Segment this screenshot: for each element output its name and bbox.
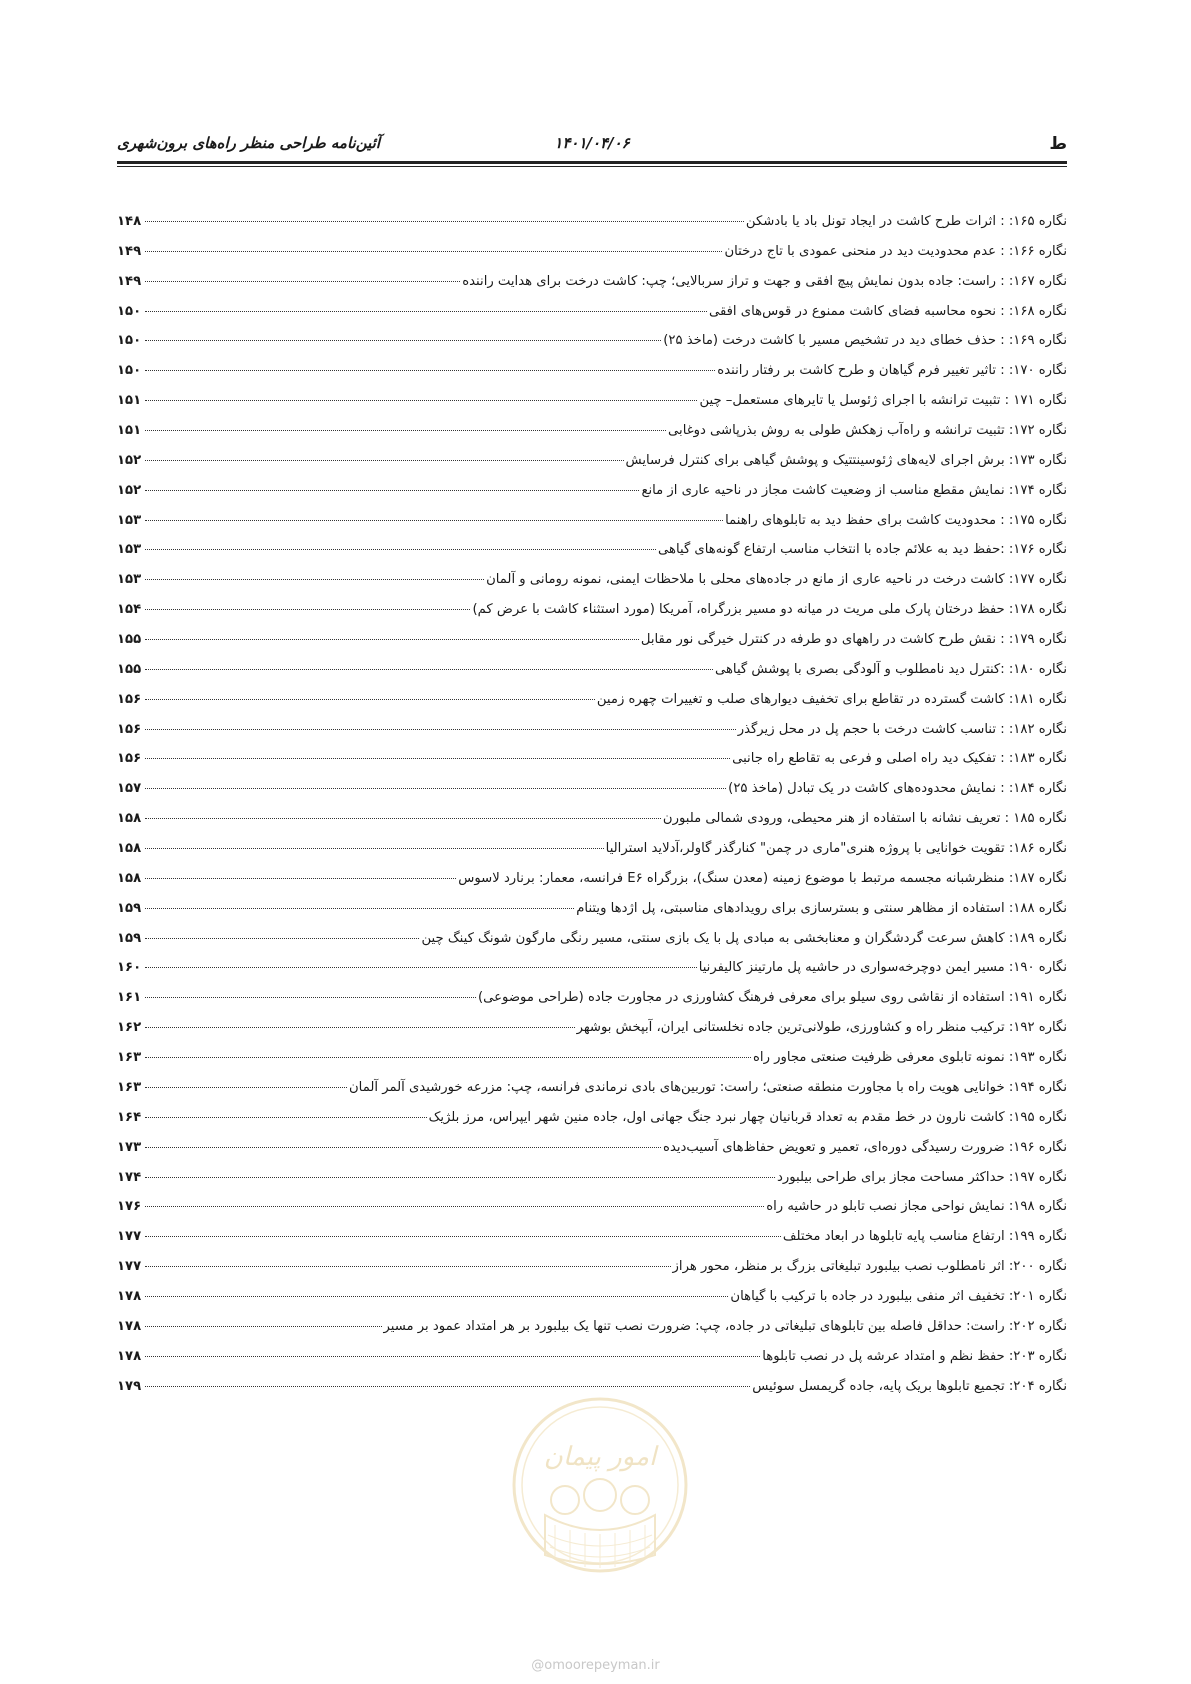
header-rule-thin [117,166,1067,167]
toc-entry-title: نگاره ۱۷۵: : محدودیت کاشت برای حفظ دید به تابلوهای راهنما [725,512,1067,528]
toc-entry-title: نگاره ۱۹۰: مسیر ایمن دوچرخه‌سواری در حاشیه پل مارتینز کالیفرنیا [698,960,1067,976]
dot-leader [145,699,595,700]
toc-entry [117,662,1067,692]
toc-page-number: ۱۵۶ [117,751,142,767]
toc-entry-title: نگاره ۱۸۲: : تناسب کاشت درخت با حجم پل در محل زیرگذر [737,721,1067,737]
toc-page-number: ۱۶۳ [117,1079,142,1095]
toc-entry [117,244,1067,274]
toc-page-number: ۱۷۸ [117,1288,142,1304]
toc-page-number: ۱۷۷ [117,1259,142,1275]
book-title: آئین‌نامه طراحی منظر راه‌های برون‌شهری [117,134,380,152]
toc-page-number: ۱۶۴ [117,1109,142,1125]
dot-leader [145,430,666,431]
toc-entry [117,931,1067,961]
dot-leader [145,1206,764,1207]
dot-leader [145,1296,728,1297]
toc-entry-title: نگاره ۱۷۳: برش اجرای لایه‌های ژئوسینتتیک و پوشش گیاهی برای کنترل فرسایش [625,452,1067,468]
toc-page-number: ۱۵۶ [117,721,142,737]
toc-entry-title: نگاره ۲۰۱: تخفیف اثر منفی بیلبورد در جاده با ترکیب با گیاهان [730,1288,1067,1304]
toc-entry [117,274,1067,304]
toc-page-number: ۱۵۱ [117,423,142,439]
toc-page-number: ۱۵۴ [117,602,142,618]
toc-entry-title: نگاره ۱۸۷: منظرشبانه مجسمه مرتبط با موضوع زمینه (معدن سنگ)، بزرگراه E۶ فرانسه، معمار: برنارد لاسوس [458,870,1067,886]
toc-entry [117,513,1067,543]
toc-page-number: ۱۷۹ [117,1378,142,1394]
toc-entry [117,1050,1067,1080]
dot-leader [145,967,697,968]
toc-page-number: ۱۶۰ [117,960,142,976]
toc-page-number: ۱۵۲ [117,482,142,498]
toc-entry [117,1020,1067,1050]
dot-leader [145,639,639,640]
toc-page-number: ۱۵۳ [117,542,142,558]
toc-entry [117,990,1067,1020]
toc-entry-title: نگاره ۱۷۸: حفظ درختان پارک ملی مریت در میانه دو مسیر بزرگراه، آمریکا (مورد استثناء کاشت با عرض کم) [472,602,1067,618]
header-date: ۱۴۰۱/۰۴/۰۶ [554,134,630,152]
toc-entry [117,483,1067,513]
dot-leader [145,1147,661,1148]
toc-entry [117,393,1067,423]
dot-leader [145,1057,751,1058]
dot-leader [145,490,639,491]
watermark-url: @omoorepeyman.ir [531,1658,660,1673]
dot-leader [145,340,661,341]
page-letter: ط [1049,134,1067,154]
toc-entry [117,1349,1067,1379]
toc-entry-title: نگاره ۱۸۳: : تفکیک دید راه اصلی و فرعی به تقاطع راه جانبی [732,751,1067,767]
toc-entry [117,1319,1067,1349]
toc-page-number: ۱۷۶ [117,1199,142,1215]
toc-entry-title: نگاره ۱۹۱: استفاده از نقاشی روی سیلو برای معرفی فرهنگ کشاورزی در مجاورت جاده (طراحی موضوعی) [478,990,1067,1006]
toc-page-number: ۱۵۰ [117,303,142,319]
toc-entry [117,960,1067,990]
toc-page-number: ۱۷۸ [117,1348,142,1364]
toc-entry-title: نگاره ۲۰۳: حفظ نظم و امتداد عرشه پل در نصب تابلوها [762,1348,1067,1364]
dot-leader [145,520,723,521]
dot-leader [145,609,470,610]
dot-leader [145,281,460,282]
toc-page-number: ۱۵۵ [117,632,142,648]
toc-entry [117,632,1067,662]
toc-entry [117,542,1067,572]
toc-entry [117,901,1067,931]
toc-entry [117,304,1067,334]
toc-entry-title: نگاره ۱۷۱ : تثبیت ترانشه با اجرای ژئوسل یا تایرهای مستعمل– چین [699,393,1067,409]
toc-page-number: ۱۵۸ [117,870,142,886]
toc-entry-title: نگاره ۱۹۸: نمایش نواحی مجاز نصب تابلو در حاشیه راه [766,1199,1067,1215]
toc-entry [117,1110,1067,1140]
toc-page-number: ۱۷۴ [117,1169,142,1185]
dot-leader [145,729,736,730]
toc-entry [117,363,1067,393]
toc-entry-title: نگاره ۲۰۴: تجمیع تابلوها بریک پایه، جاده گریمسل سوئیس [752,1378,1067,1394]
toc-entry [117,423,1067,453]
toc-entry [117,1259,1067,1289]
toc-page-number: ۱۴۸ [117,214,142,229]
toc-entry [117,1199,1067,1229]
toc-page-number: ۱۵۳ [117,572,142,588]
dot-leader [145,1236,781,1237]
omoor-peyman-logo-watermark [510,1395,690,1575]
toc-page-number: ۱۵۲ [117,452,142,468]
toc-page-number: ۱۷۳ [117,1139,142,1155]
toc-entry-title: نگاره ۱۶۸: : نحوه محاسبه فضای کاشت ممنوع در قوس‌های افقی [708,303,1067,319]
toc-page-number: ۱۷۷ [117,1229,142,1245]
toc-entry [117,811,1067,841]
toc-entry-title: نگاره ۱۶۵: : اثرات طرح کاشت در ایجاد تونل باد یا بادشکن [745,214,1067,229]
toc-entry-title: نگاره ۱۸۱: کاشت گسترده در تقاطع برای تخفیف دیوارهای صلب و تغییرات چهره زمین [596,691,1067,707]
toc-entry-title: نگاره ۱۹۹: ارتفاع مناسب پایه تابلوها در ابعاد مختلف [782,1229,1067,1245]
toc-page-number: ۱۷۸ [117,1318,142,1334]
toc-entry [117,214,1067,244]
toc-entry [117,781,1067,811]
dot-leader [145,669,713,670]
toc-entry-title: نگاره ۱۷۰: : تاثیر تغییر فرم گیاهان و طرح کاشت بر رفتار راننده [717,363,1067,379]
toc-page-number: ۱۶۲ [117,1020,142,1036]
toc-page-number: ۱۵۳ [117,512,142,528]
toc-entry-title: نگاره ۱۷۴: نمایش مقطع مناسب از وضعیت کاشت مجاز در ناحیه عاری از مانع [641,482,1067,498]
toc-entry-title: نگاره ۱۸۵ : تعریف نشانه با استفاده از هنر محیطی، ورودی شمالی ملبورن [662,811,1067,827]
toc-entry-title: نگاره ۱۷۹: : نقش طرح کاشت در راههای دو طرفه در کنترل خیرگی نور مقابل [640,632,1067,648]
toc-entry [117,751,1067,781]
toc-entry-title: نگاره ۱۹۵: کاشت نارون در خط مقدم به تعداد قربانیان چهار نبرد جنگ جهانی اول، جاده منین شهر ایپراس، مرز بلژیک [428,1109,1067,1125]
dot-leader [145,1356,760,1357]
dot-leader [145,1266,671,1267]
figure-list [117,214,1067,1408]
dot-leader [145,221,744,222]
toc-entry [117,871,1067,901]
dot-leader [145,1117,427,1118]
dot-leader [145,579,484,580]
dot-leader [145,251,722,252]
toc-page-number: ۱۵۰ [117,363,142,379]
dot-leader [145,758,730,759]
toc-entry-title: نگاره ۱۹۳: نمونه تابلوی معرفی ظرفیت صنعتی مجاور راه [753,1050,1067,1066]
toc-entry-title: نگاره ۲۰۰: اثر نامطلوب نصب بیلبورد تبلیغاتی بزرگ بر منظر، محور هراز [672,1259,1067,1275]
toc-page-number: ۱۵۹ [117,900,142,916]
toc-entry-title: نگاره ۱۹۶: ضرورت رسیدگی دوره‌ای، تعمیر و تعویض حفاظ‌های آسیب‌دیده [663,1139,1067,1155]
toc-entry [117,1080,1067,1110]
toc-page-number: ۱۴۹ [117,273,142,289]
toc-page-number: ۱۵۹ [117,930,142,946]
dot-leader [145,818,661,819]
toc-entry [117,1289,1067,1319]
toc-entry-title: نگاره ۱۶۷: : راست: جاده بدون نمایش پیچ افقی و جهت و تراز سربالایی؛ چپ: کاشت درخت برای هدایت راننده [462,273,1067,289]
toc-page-number: ۱۶۳ [117,1050,142,1066]
watermark-text: امور پیمان [543,1442,657,1472]
toc-page-number: ۱۵۷ [117,781,142,797]
toc-entry [117,602,1067,632]
toc-page-number: ۱۵۸ [117,811,142,827]
dot-leader [145,460,624,461]
toc-entry-title: نگاره ۱۹۴: خوانایی هویت راه با مجاورت منطقه صنعتی؛ راست: توربین‌های بادی نرماندی فرانسه، چپ: مزرعه خورشیدی آلمر آلمان [349,1079,1067,1095]
dot-leader [145,1087,347,1088]
dot-leader [145,1386,750,1387]
toc-entry-title: نگاره ۱۸۰: :کنترل دید نامطلوب و آلودگی بصری با پوشش گیاهی [714,661,1067,677]
toc-entry [117,692,1067,722]
toc-entry [117,453,1067,483]
toc-entry-title: نگاره ۱۶۹: : حذف خطای دید در تشخیص مسیر با کاشت درخت (ماخذ ۲۵) [663,333,1067,349]
dot-leader [145,1027,575,1028]
toc-entry [117,722,1067,752]
toc-entry-title: نگاره ۱۹۷: حداکثر مساحت مجاز برای طراحی بیلبورد [776,1169,1067,1185]
dot-leader [145,549,656,550]
toc-entry [117,572,1067,602]
toc-entry [117,841,1067,871]
header-rule-thick [117,161,1067,164]
toc-entry [117,1229,1067,1259]
toc-page-number: ۱۶۱ [117,990,142,1006]
toc-entry-title: نگاره ۲۰۲: راست: حداقل فاصله بین تابلوهای تبلیغاتی در جاده، چپ: ضرورت نصب تنها یک بیلبورد بر هر امتداد عمود بر مسیر [383,1318,1067,1334]
toc-entry [117,333,1067,363]
toc-entry-title: نگاره ۱۷۶: :حفظ دید به علائم جاده با انتخاب مناسب ارتفاع گونه‌های گیاهی [658,542,1067,558]
toc-entry-title: نگاره ۱۹۲: ترکیب منظر راه و کشاورزی، طولانی‌ترین جاده نخلستانی ایران، آبپخش بوشهر [576,1020,1067,1036]
toc-entry [117,1170,1067,1200]
toc-page-number: ۱۵۰ [117,333,142,349]
toc-entry-title: نگاره ۱۸۴: : نمایش محدوده‌های کاشت در یک تبادل (ماخذ ۲۵) [728,781,1067,797]
dot-leader [145,788,726,789]
toc-page-number: ۱۵۶ [117,691,142,707]
toc-entry-title: نگاره ۱۸۹: کاهش سرعت گردشگران و معنابخشی به مبادی پل با یک بازی سنتی، مسیر رنگی مارگون شونگ کینگ چین [421,930,1067,946]
dot-leader [145,400,697,401]
page-header [117,128,1067,158]
toc-entry-title: نگاره ۱۷۲: تثبیت ترانشه و راه‌آب زهکش طولی به روش بذرپاشی دوغابی [668,423,1067,439]
toc-entry-title: نگاره ۱۸۸: استفاده از مظاهر سنتی و بسترسازی برای رویدادهای مناسبتی، پل اژدها ویتنام [576,900,1067,916]
dot-leader [145,1177,775,1178]
dot-leader [145,908,574,909]
dot-leader [145,938,419,939]
dot-leader [145,1326,382,1327]
dot-leader [145,997,476,998]
toc-entry-title: نگاره ۱۸۶: تقویت خوانایی با پروژه هنری"ماری در چمن" کنارگذر گاولر،آدلاید استرالیا [605,841,1067,857]
dot-leader [145,878,456,879]
dot-leader [145,370,715,371]
dot-leader [145,848,604,849]
dot-leader [145,311,707,312]
toc-page-number: ۱۵۸ [117,841,142,857]
toc-entry [117,1140,1067,1170]
toc-page-number: ۱۵۱ [117,393,142,409]
toc-entry-title: نگاره ۱۶۶: : عدم محدودیت دید در منحنی عمودی با تاج درختان [724,243,1067,259]
toc-entry-title: نگاره ۱۷۷: کاشت درخت در ناحیه عاری از مانع در جاده‌های محلی با ملاحظات ایمنی، نمونه رومانی و آلمان [486,572,1067,588]
toc-page-number: ۱۴۹ [117,243,142,259]
toc-page-number: ۱۵۵ [117,661,142,677]
